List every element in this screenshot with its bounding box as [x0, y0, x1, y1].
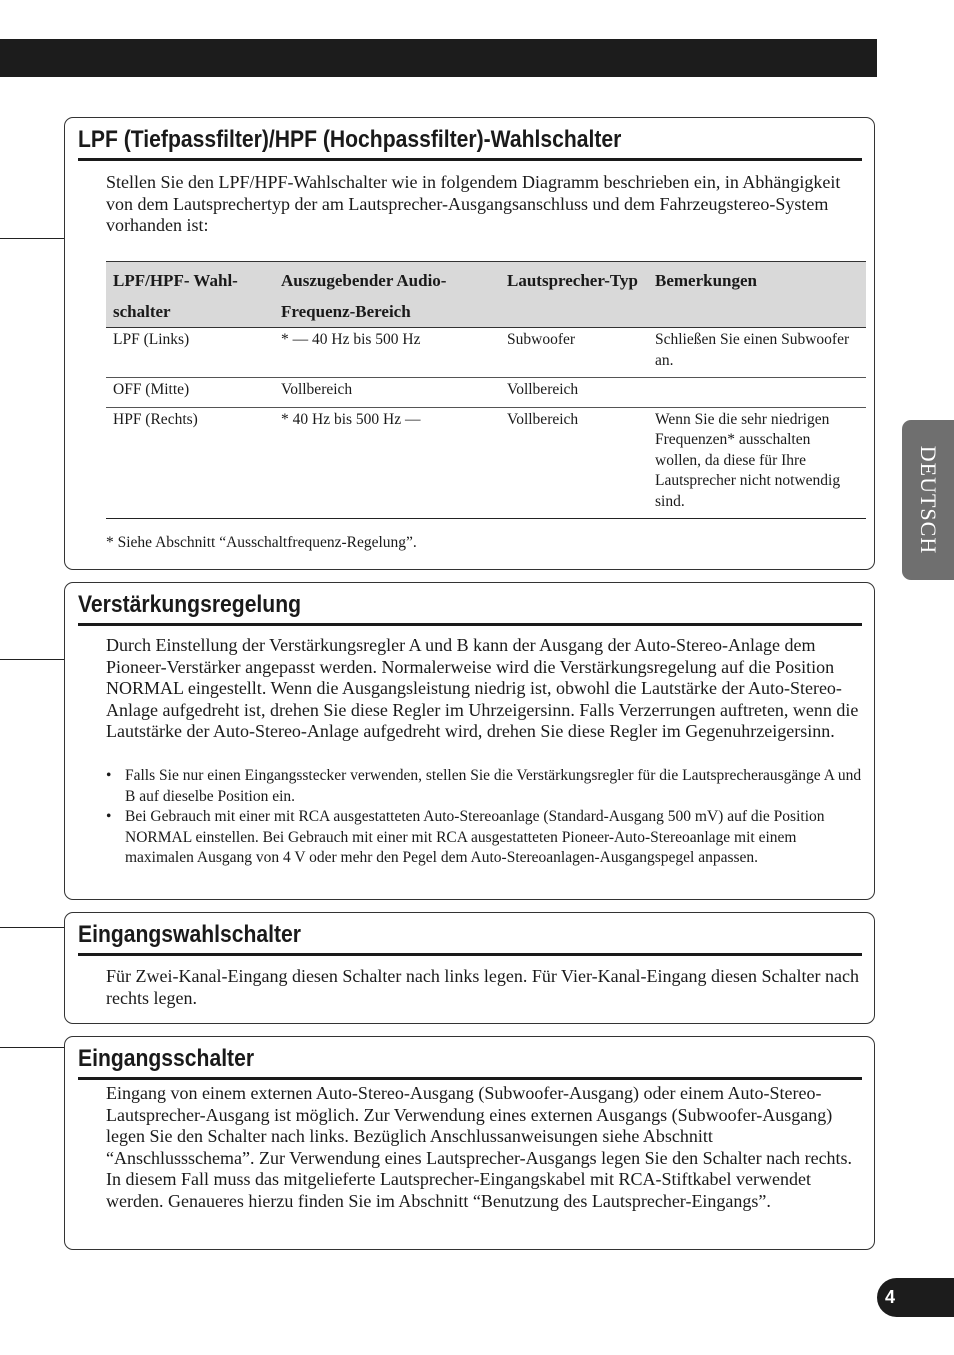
section-leader-line — [0, 927, 64, 928]
table-cell: Vollbereich — [500, 407, 648, 519]
section-text: Für Zwei-Kanal-Eingang diesen Schalter nach links legen. Für Vier-Kanal-Eingang diesen Schalter nach rechts legen. — [106, 966, 859, 1008]
language-tab-label: DEUTSCH — [916, 445, 941, 555]
section-leader-line — [0, 1047, 64, 1048]
table-cell: * — 40 Hz bis 500 Hz — [274, 328, 500, 378]
table-cell: LPF (Links) — [106, 328, 274, 378]
bullet-list — [106, 766, 864, 869]
bullet-icon: • — [106, 767, 112, 784]
table-cell: HPF (Rechts) — [106, 407, 274, 519]
section-gain-control — [64, 582, 875, 900]
list-item — [106, 766, 864, 807]
table-row — [106, 407, 866, 519]
section-lpf-hpf — [64, 117, 875, 570]
table-row — [106, 328, 866, 378]
table-row — [106, 378, 866, 408]
list-item-text: Bei Gebrauch mit einer mit RCA ausgestatteten Auto-Stereoanlage (Standard-Ausgang 500 mV) auf die Position NORMAL einstellen. Bei Gebrauch mit einer mit RCA ausgestatteten Pioneer-Auto-Stereoanlage mit einem maximalen Ausgang von 4 V oder mehr den Pegel dem Auto-Stereoanlagen-Ausgangspegel anpassen. — [125, 808, 825, 866]
table-cell: Vollbereich — [274, 378, 500, 408]
table-cell: Schließen Sie einen Subwoofer an. — [648, 328, 866, 378]
table-cell: Subwoofer — [500, 328, 648, 378]
table-cell — [648, 378, 866, 408]
page-number-badge — [877, 1278, 954, 1317]
table-header-row — [106, 262, 866, 328]
section-title: Eingangsschalter — [78, 1045, 255, 1072]
section-intro: Stellen Sie den LPF/HPF-Wahlschalter wie in folgendem Diagramm beschrieben ein, in Abhängigkeit von dem Lautsprechertyp der am Lautsprecher-Ausgangsanschluss und dem Fahrzeugstereo-System vorhanden ist: — [106, 172, 841, 236]
table-header-cell: LPF/HPF- Wahl-schalter — [106, 262, 274, 328]
list-item-text: Falls Sie nur einen Eingangsstecker verwenden, stellen Sie die Verstärkungsregler für die Lautsprecherausgänge A und B auf dieselbe Position ein. — [125, 767, 862, 805]
language-tab — [902, 420, 954, 580]
table-footnote: * Siehe Abschnitt “Ausschaltfrequenz-Regelung”. — [106, 534, 417, 551]
list-item — [106, 807, 864, 869]
top-header-bar — [0, 39, 877, 77]
table-header-cell: Bemerkungen — [648, 262, 866, 328]
bullet-icon: • — [106, 808, 112, 825]
table-header-cell: Lautsprecher-Typ — [500, 262, 648, 328]
table-cell: * 40 Hz bis 500 Hz — — [274, 407, 500, 519]
section-heading — [78, 917, 862, 956]
section-title: Verstärkungsregelung — [78, 591, 302, 618]
page-number: 4 — [885, 1287, 896, 1307]
section-input-selector — [64, 912, 875, 1024]
table-header-cell: Auszugebender Audio-Frequenz-Bereich — [274, 262, 500, 328]
table-cell: Wenn Sie die sehr niedrigen Frequenzen* ausschalten wollen, da diese für Ihre Lautsprecher nicht notwendig sind. — [648, 407, 866, 519]
section-text: Eingang von einem externen Auto-Stereo-Ausgang (Subwoofer-Ausgang) oder einem Auto-Stereo-Lautsprecher-Ausgang ist möglich. Zur Verwendung eines externen Ausgangs (Subwoofer-Ausgang) legen Sie den Schalter nach links. Bezüglich Anschlussanweisungen siehe Abschnitt “Anschlussschema”. Zur Verwendung eines Lautsprecher-Ausgangs legen Sie den Schalter nach rechts. In diesem Fall muss das mitgelieferte Lautsprecher-Eingangskabel mit RCA-Stiftkabel verwendet werden. Genaueres hierzu finden Sie im Abschnitt “Benutzung des Lautsprecher-Eingangs”. — [106, 1083, 853, 1211]
table-cell: OFF (Mitte) — [106, 378, 274, 408]
section-title: Eingangswahlschalter — [78, 921, 301, 948]
section-title: LPF (Tiefpassfilter)/HPF (Hochpassfilter)-Wahlschalter — [78, 126, 622, 153]
section-leader-line — [0, 238, 64, 239]
section-input-switch — [64, 1036, 875, 1250]
section-heading — [78, 587, 862, 626]
lpf-hpf-table — [106, 261, 866, 519]
table-cell: Vollbereich — [500, 378, 648, 408]
section-heading — [78, 122, 862, 161]
section-text: Durch Einstellung der Verstärkungsregler A und B kann der Ausgang der Auto-Stereo-Anlage dem Pioneer-Verstärker angepasst werden. Normalerweise wird die Verstärkungsregelung auf die Position NORMAL eingestellt. Wenn die Ausgangsleistung niedrig ist, obwohl die Lautstärke der Auto-Stereo-Anlage aufgedreht ist, drehen Sie diese Regler im Uhrzeigersinn. Falls Verzerrungen auftreten, wenn die Lautstärke der Auto-Stereo-Anlage aufgedreht wird, drehen Sie diese Regler im Gegenuhrzeigersinn. — [106, 635, 859, 742]
section-heading — [78, 1041, 862, 1080]
section-leader-line — [0, 659, 64, 660]
